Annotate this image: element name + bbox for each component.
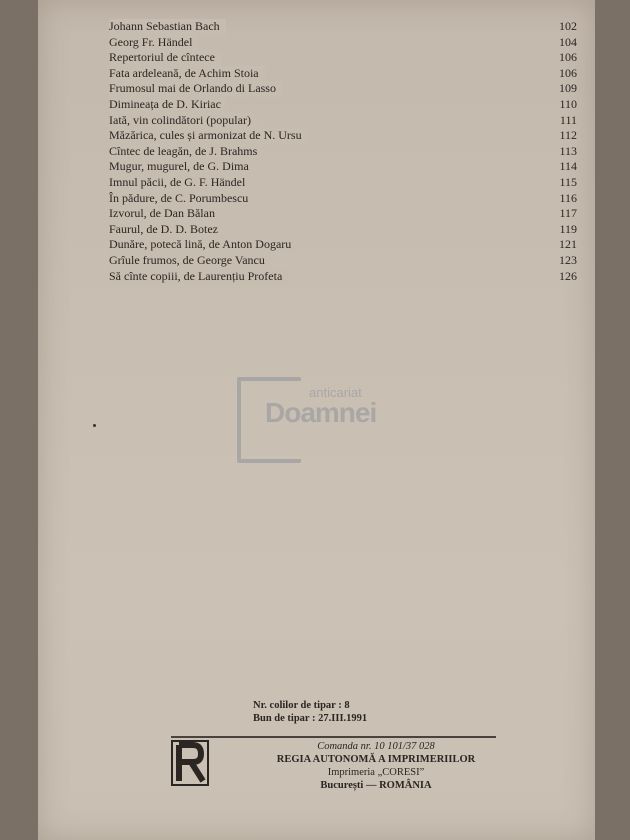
toc-entry-title: Cîntec de leagăn, de J. Brahms — [109, 144, 263, 160]
toc-entry — [109, 253, 577, 269]
toc-entry — [109, 159, 577, 175]
print-info — [253, 699, 367, 725]
toc-entry-page: 115 — [559, 174, 577, 189]
imprint-divider — [171, 736, 496, 738]
toc-entry-title: În pădure, de C. Porumbescu — [109, 191, 254, 207]
toc-entry-page: 106 — [559, 50, 577, 65]
toc-entry-title: Grîule frumos, de George Vancu — [109, 253, 271, 269]
toc-entry-title: Repertoriul de cîntece — [109, 50, 221, 66]
toc-entry-page: 114 — [559, 159, 577, 174]
toc-entry-page: 106 — [559, 65, 577, 80]
toc-entry — [109, 144, 577, 160]
toc-entry — [109, 35, 577, 51]
watermark-small-text: anticariat — [309, 385, 362, 400]
toc-entry — [109, 81, 577, 97]
toc-entry-title: Georg Fr. Händel — [109, 35, 198, 51]
toc-entry — [109, 206, 577, 222]
toc-entry-title: Fata ardeleană, de Achim Stoia — [109, 66, 265, 82]
toc-entry — [109, 269, 577, 285]
publisher-logo-icon — [171, 739, 211, 787]
toc-entry-page: 109 — [559, 81, 577, 96]
toc-entry-page: 116 — [559, 190, 577, 205]
toc-entry-page: 117 — [559, 206, 577, 221]
toc-entry-page: 104 — [559, 34, 577, 49]
toc-entry-title: Johann Sebastian Bach — [109, 19, 226, 35]
toc-entry-title: Dimineața de D. Kiriac — [109, 97, 227, 113]
toc-entry — [109, 50, 577, 66]
toc-entry-page: 102 — [559, 19, 577, 33]
watermark-big-text: Doamnei — [265, 397, 377, 428]
toc-entry-page: 111 — [559, 112, 577, 127]
toc-entry-title: Iată, vin colindători (popular) — [109, 113, 257, 129]
toc-entry — [109, 19, 577, 35]
toc-entry-page: 126 — [559, 268, 577, 283]
toc-entry-title: Imnul păcii, de G. F. Händel — [109, 175, 251, 191]
toc-entry-page: 123 — [559, 252, 577, 267]
toc-entry — [109, 222, 577, 238]
toc-entry-title: Izvorul, de Dan Bălan — [109, 206, 221, 222]
toc-entry — [109, 97, 577, 113]
toc-entry-title: Faurul, de D. D. Botez — [109, 222, 224, 238]
toc-entry — [109, 128, 577, 144]
table-of-contents — [109, 19, 577, 284]
imprint-publisher: REGIA AUTONOMĂ A IMPRIMERIILOR — [276, 754, 476, 765]
toc-entry-title: Măzărica, cules și armonizat de N. Ursu — [109, 128, 308, 144]
toc-entry — [109, 113, 577, 129]
print-approval-date: Bun de tipar : 27.III.1991 — [253, 713, 368, 724]
toc-entry-title: Frumosul mai de Orlando di Lasso — [109, 81, 282, 97]
imprint-press: Imprimeria „CORESI” — [327, 767, 425, 778]
toc-entry-title: Mugur, mugurel, de G. Dima — [109, 159, 255, 175]
toc-entry — [109, 237, 577, 253]
book-page — [38, 0, 595, 840]
toc-entry-page: 112 — [559, 128, 577, 143]
toc-entry-title: Să cînte copiii, de Laurențiu Profeta — [109, 269, 288, 285]
imprint-city: București — ROMÂNIA — [320, 780, 432, 791]
print-sheets-count: Nr. colilor de tipar : 8 — [253, 700, 350, 711]
imprint-order: Comanda nr. 10 101/37 028 — [317, 741, 435, 752]
toc-entry-title: Dunăre, potecă lină, de Anton Dogaru — [109, 237, 297, 253]
toc-entry — [109, 66, 577, 82]
toc-entry — [109, 175, 577, 191]
toc-entry-page: 110 — [559, 96, 577, 111]
paper-speck — [93, 424, 96, 427]
toc-entry — [109, 191, 577, 207]
toc-entry-page: 113 — [559, 143, 577, 158]
toc-entry-page: 121 — [559, 237, 577, 252]
toc-entry-page: 119 — [559, 221, 577, 236]
watermark-logo — [237, 377, 407, 459]
imprint-block — [246, 740, 506, 792]
